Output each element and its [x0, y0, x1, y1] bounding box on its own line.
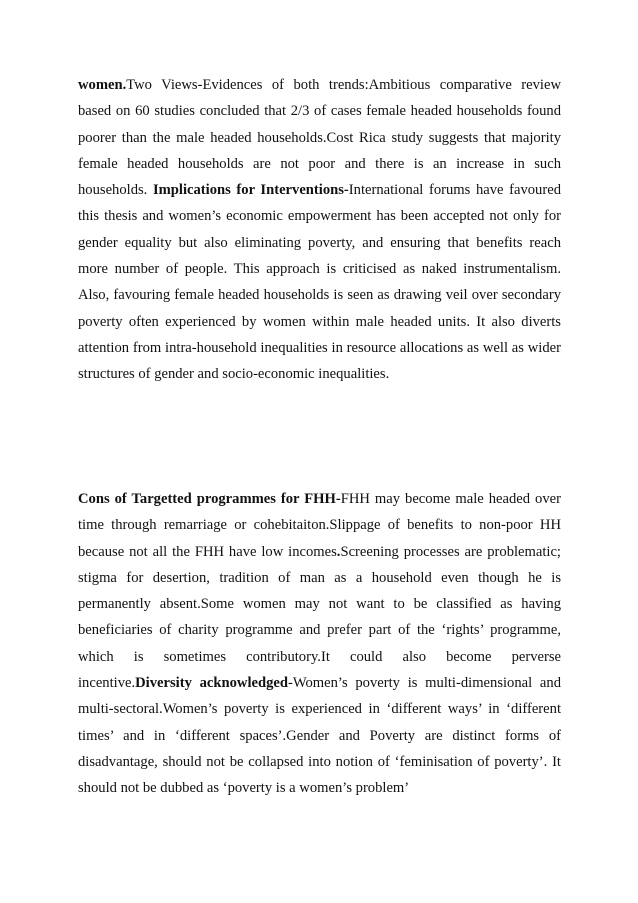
- paragraph-2-text-a: FHH may become male headed over time through remarriage or cohebitaiton.Slippage of benefits to non-poor HH because not all the FHH have low incomes: [78, 491, 561, 560]
- paragraph-2-text-c: -Women’s poverty is multi-dimensional and multi-sectoral.Women’s poverty is experienced in ‘different ways’ in ‘different times’ and in ‘different spaces’.Gender and Poverty are distinct forms of disadvantage, should not be collapsed into notion of ‘feminisation of poverty’. It should not be dubbed as ‘poverty is a women’s problem’: [78, 675, 561, 797]
- paragraph-2: [78, 486, 561, 802]
- paragraph-2-text-b: Screening processes are problematic; stigma for desertion, tradition of man as a household even though he is permanently absent.Some women may not want to be classified as having beneficiaries of charity programme and prefer part of the ‘rights’ programme, which is sometimes contributory.It could also become perverse incentive.: [78, 543, 561, 692]
- diversity-heading: Diversity acknowledged: [135, 675, 289, 692]
- paragraph-1-text-a: Two Views-Evidences of both trends:Ambitious comparative review based on 60 studies concluded that 2/3 of cases female headed households found poorer than the male headed households.Cost Rica study suggests that majority female headed households are not poor and there is an increase in such households.: [78, 77, 561, 199]
- cons-heading: Cons of Targetted programmes for FHH-: [78, 491, 341, 507]
- paragraph-1-text-b: International forums have favoured this thesis and women’s economic empowerment has been accepted not only for gender equality but also eliminating poverty, and ensuring that benefits reach more number of people. This approach is criticised as naked instrumentalism. Also, favouring female headed households is seen as drawing veil over secondary poverty often experienced by women within male headed units. It also diverts attention from intra-household inequalities in resource allocations as well as wider structures of gender and socio-economic inequalities.: [78, 182, 561, 383]
- paragraph-1-lead: women.: [78, 77, 127, 93]
- paragraph-2-bold-period: .: [336, 543, 341, 560]
- implications-heading: Implications for Interventions-: [152, 182, 349, 199]
- paragraph-1: [78, 72, 561, 388]
